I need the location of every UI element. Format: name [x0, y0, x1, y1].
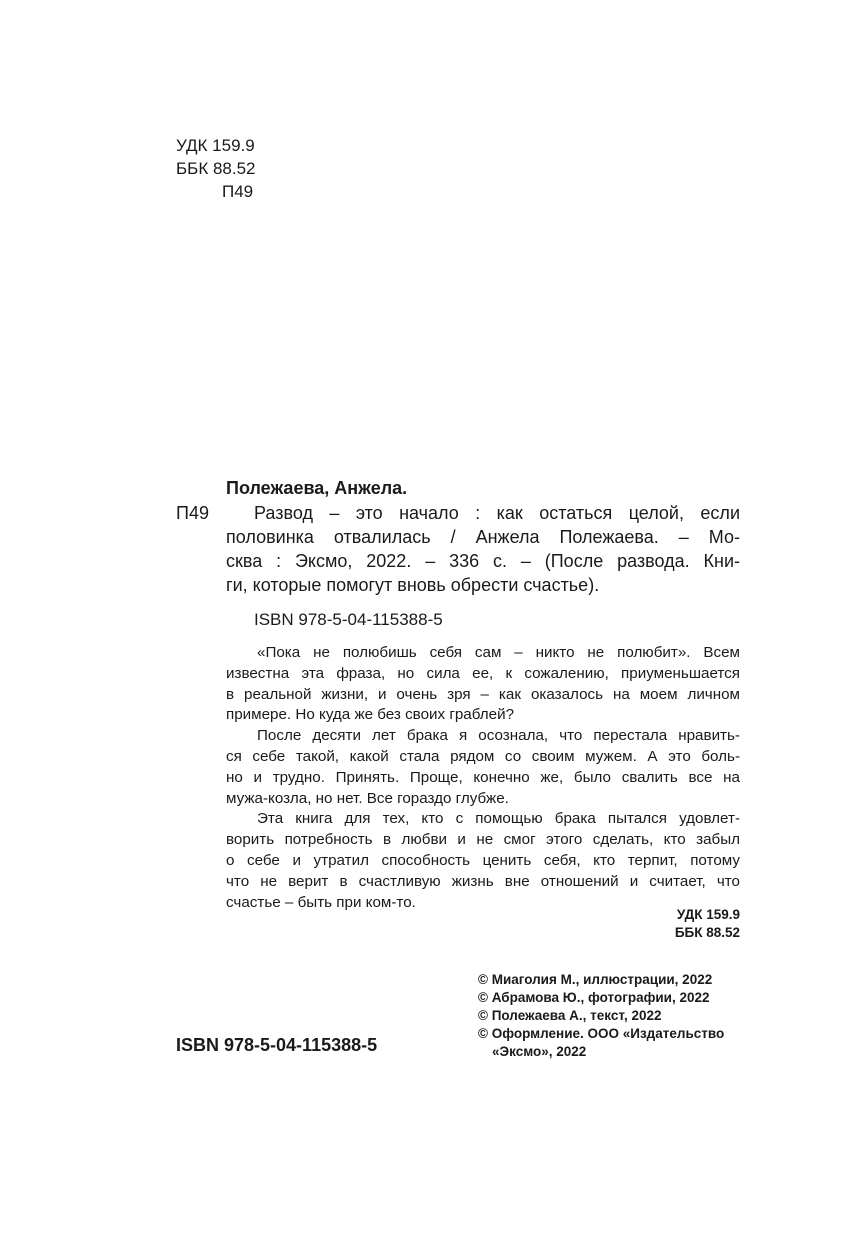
author-mark-top: П49 — [222, 182, 254, 201]
annotation-line: Эта книга для тех, кто с помощью брака пытался удовлет- — [257, 810, 740, 828]
bibliographic-description — [226, 501, 740, 597]
annotation-line: о себе и утратил способность ценить себя, кто терпит, потому — [226, 851, 740, 869]
author-mark: П49 — [176, 503, 209, 523]
description-line: ги, которые помогут вновь обрести счастье). — [226, 575, 600, 595]
copyright-line: © Абрамова Ю., фотографии, 2022 — [478, 990, 710, 1005]
annotation-line: в реальной жизни, и очень зря – как оказалось на моем личном — [226, 685, 740, 703]
annotation-line: счастье – быть при ком-то. — [226, 893, 416, 911]
copyright-line: © Миаголия М., иллюстрации, 2022 — [478, 972, 713, 987]
isbn-bottom: ISBN 978-5-04-115388-5 — [176, 1035, 378, 1055]
annotation-line: мужа-козла, но нет. Все гораздо глубже. — [226, 789, 509, 807]
annotation-line: ся себе такой, какой стала рядом со своим мужем. А это боль- — [226, 747, 740, 765]
copyright-line: © Полежаева А., текст, 2022 — [478, 1008, 662, 1023]
udk-code-bottom: УДК 159.9 — [676, 907, 740, 922]
annotation-line: «Пока не полюбишь себя сам – никто не полюбит». Всем — [257, 644, 740, 661]
description-line: Развод – это начало : как остаться целой, если — [254, 503, 740, 523]
copyright-line: «Эксмо», 2022 — [492, 1044, 587, 1059]
annotation-line: что не верит в счастливую жизнь вне отношений и считает, что — [226, 872, 740, 890]
description-line: сква : Эксмо, 2022. – 336 с. – (После развода. Кни- — [226, 551, 740, 571]
copyright-block — [478, 971, 724, 1061]
description-line: половинка отвалилась / Анжела Полежаева. – Мо- — [226, 527, 740, 547]
isbn-record: ISBN 978-5-04-115388-5 — [254, 610, 443, 629]
annotation-line: примере. Но куда же без своих граблей? — [226, 706, 515, 724]
annotation-line: известна эта фраза, но сила ее, к сожалению, приуменьшается — [226, 664, 740, 682]
annotation — [226, 643, 740, 913]
annotation-line: ворить потребность в любви и не смог этого сделать, кто забыл — [226, 831, 740, 849]
udk-code-top: УДК 159.9 — [176, 136, 255, 155]
copyright-line: © Оформление. ООО «Издательство — [478, 1026, 725, 1041]
annotation-line: После десяти лет брака я осознала, что перестала нравить- — [257, 727, 740, 745]
bbk-code-top: ББК 88.52 — [176, 159, 256, 178]
classification-codes-bottom — [675, 906, 740, 942]
author-heading: Полежаева, Анжела. — [226, 478, 408, 498]
bbk-code-bottom: ББК 88.52 — [674, 925, 740, 940]
annotation-line: но и трудно. Принять. Проще, конечно же, было свалить все на — [226, 768, 740, 786]
